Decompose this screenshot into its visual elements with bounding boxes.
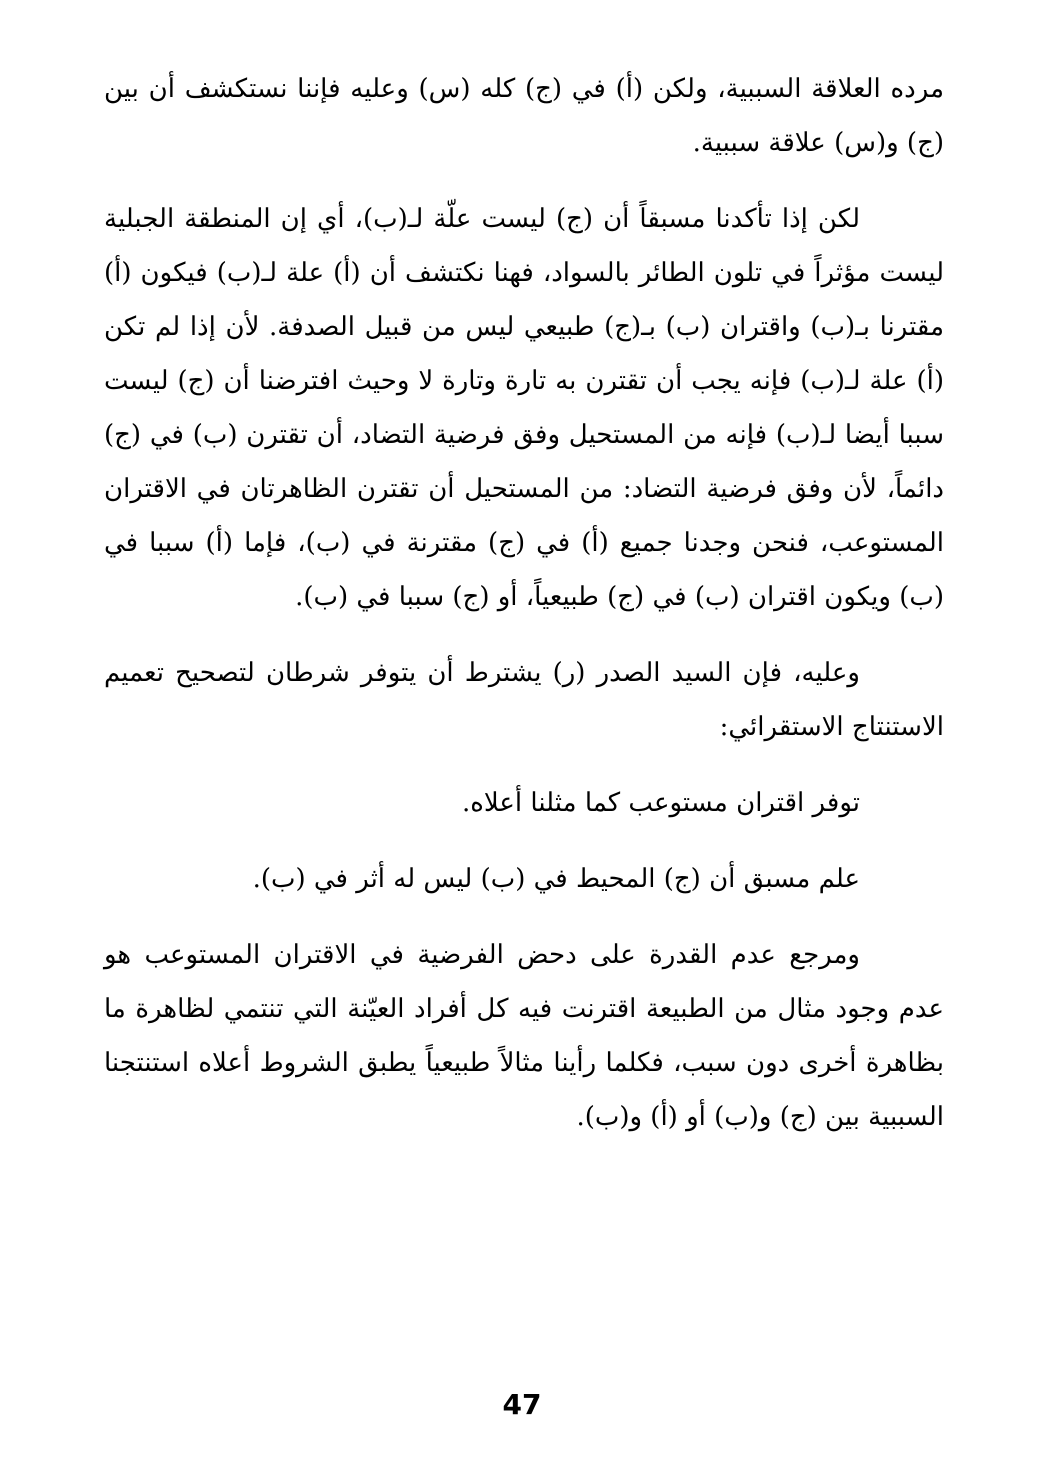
condition-item-2: علم مسبق أن (ج) المحيط في (ب) ليس له أثر في (ب). bbox=[252, 864, 860, 894]
condition-item-1: توفر اقتران مستوعب كما مثلنا أعلاه. bbox=[462, 788, 860, 818]
page-body bbox=[104, 62, 944, 1144]
paragraph-conditions-intro: وعليه، فإن السيد الصدر (ر) يشترط أن يتوفر شرطان لتصحيح تعميم الاستنتاج الاستقرائي: bbox=[104, 658, 944, 742]
paragraph-continuation: مرده العلاقة السببية، ولكن (أ) في (ج) كله (س) وعليه فإننا نستكشف أن بين (ج) و(س) علاقة سببية. bbox=[104, 74, 944, 158]
page-number: 47 bbox=[502, 1388, 542, 1421]
paragraph-conclusion: ومرجع عدم القدرة على دحض الفرضية في الاقتران المستوعب هو عدم وجود مثال من الطبيعة اقترنت فيه كل أفراد العيّنة التي تنتمي لظاهرة ما بظاهرة أخرى دون سبب، فكلما رأينا مثالاً طبيعياً يطبق الشروط أعلاه استنتجنا السببية بين (ج) و(ب) أو (أ) و(ب). bbox=[104, 940, 945, 1132]
paragraph-causality-argument: لكن إذا تأكدنا مسبقاً أن (ج) ليست علّة لـ(ب)، أي إن المنطقة الجبلية ليست مؤثراً في تلون الطائر بالسواد، فهنا نكتشف أن (أ) علة لـ(ب) فيكون (أ) مقترنا بـ(ب) واقتران (ب) بـ(ج) طبيعي ليس من قبيل الصدفة. لأن إذا لم تكن (أ) علة لـ(ب) فإنه يجب أن تقترن به تارة وتارة لا وحيث افترضنا أن (ج) ليست سببا أيضا لـ(ب) فإنه من المستحيل وفق فرضية التضاد، أن تقترن (ب) في (ج) دائماً، لأن وفق فرضية التضاد: من المستحيل أن تقترن الظاهرتان في الاقتران المستوعب، فنحن وجدنا جميع (أ) في (ج) مقترنة في (ب)، فإما (أ) سببا في (ب) ويكون اقتران (ب) في (ج) طبيعياً، أو (ج) سببا في (ب). bbox=[104, 204, 944, 612]
